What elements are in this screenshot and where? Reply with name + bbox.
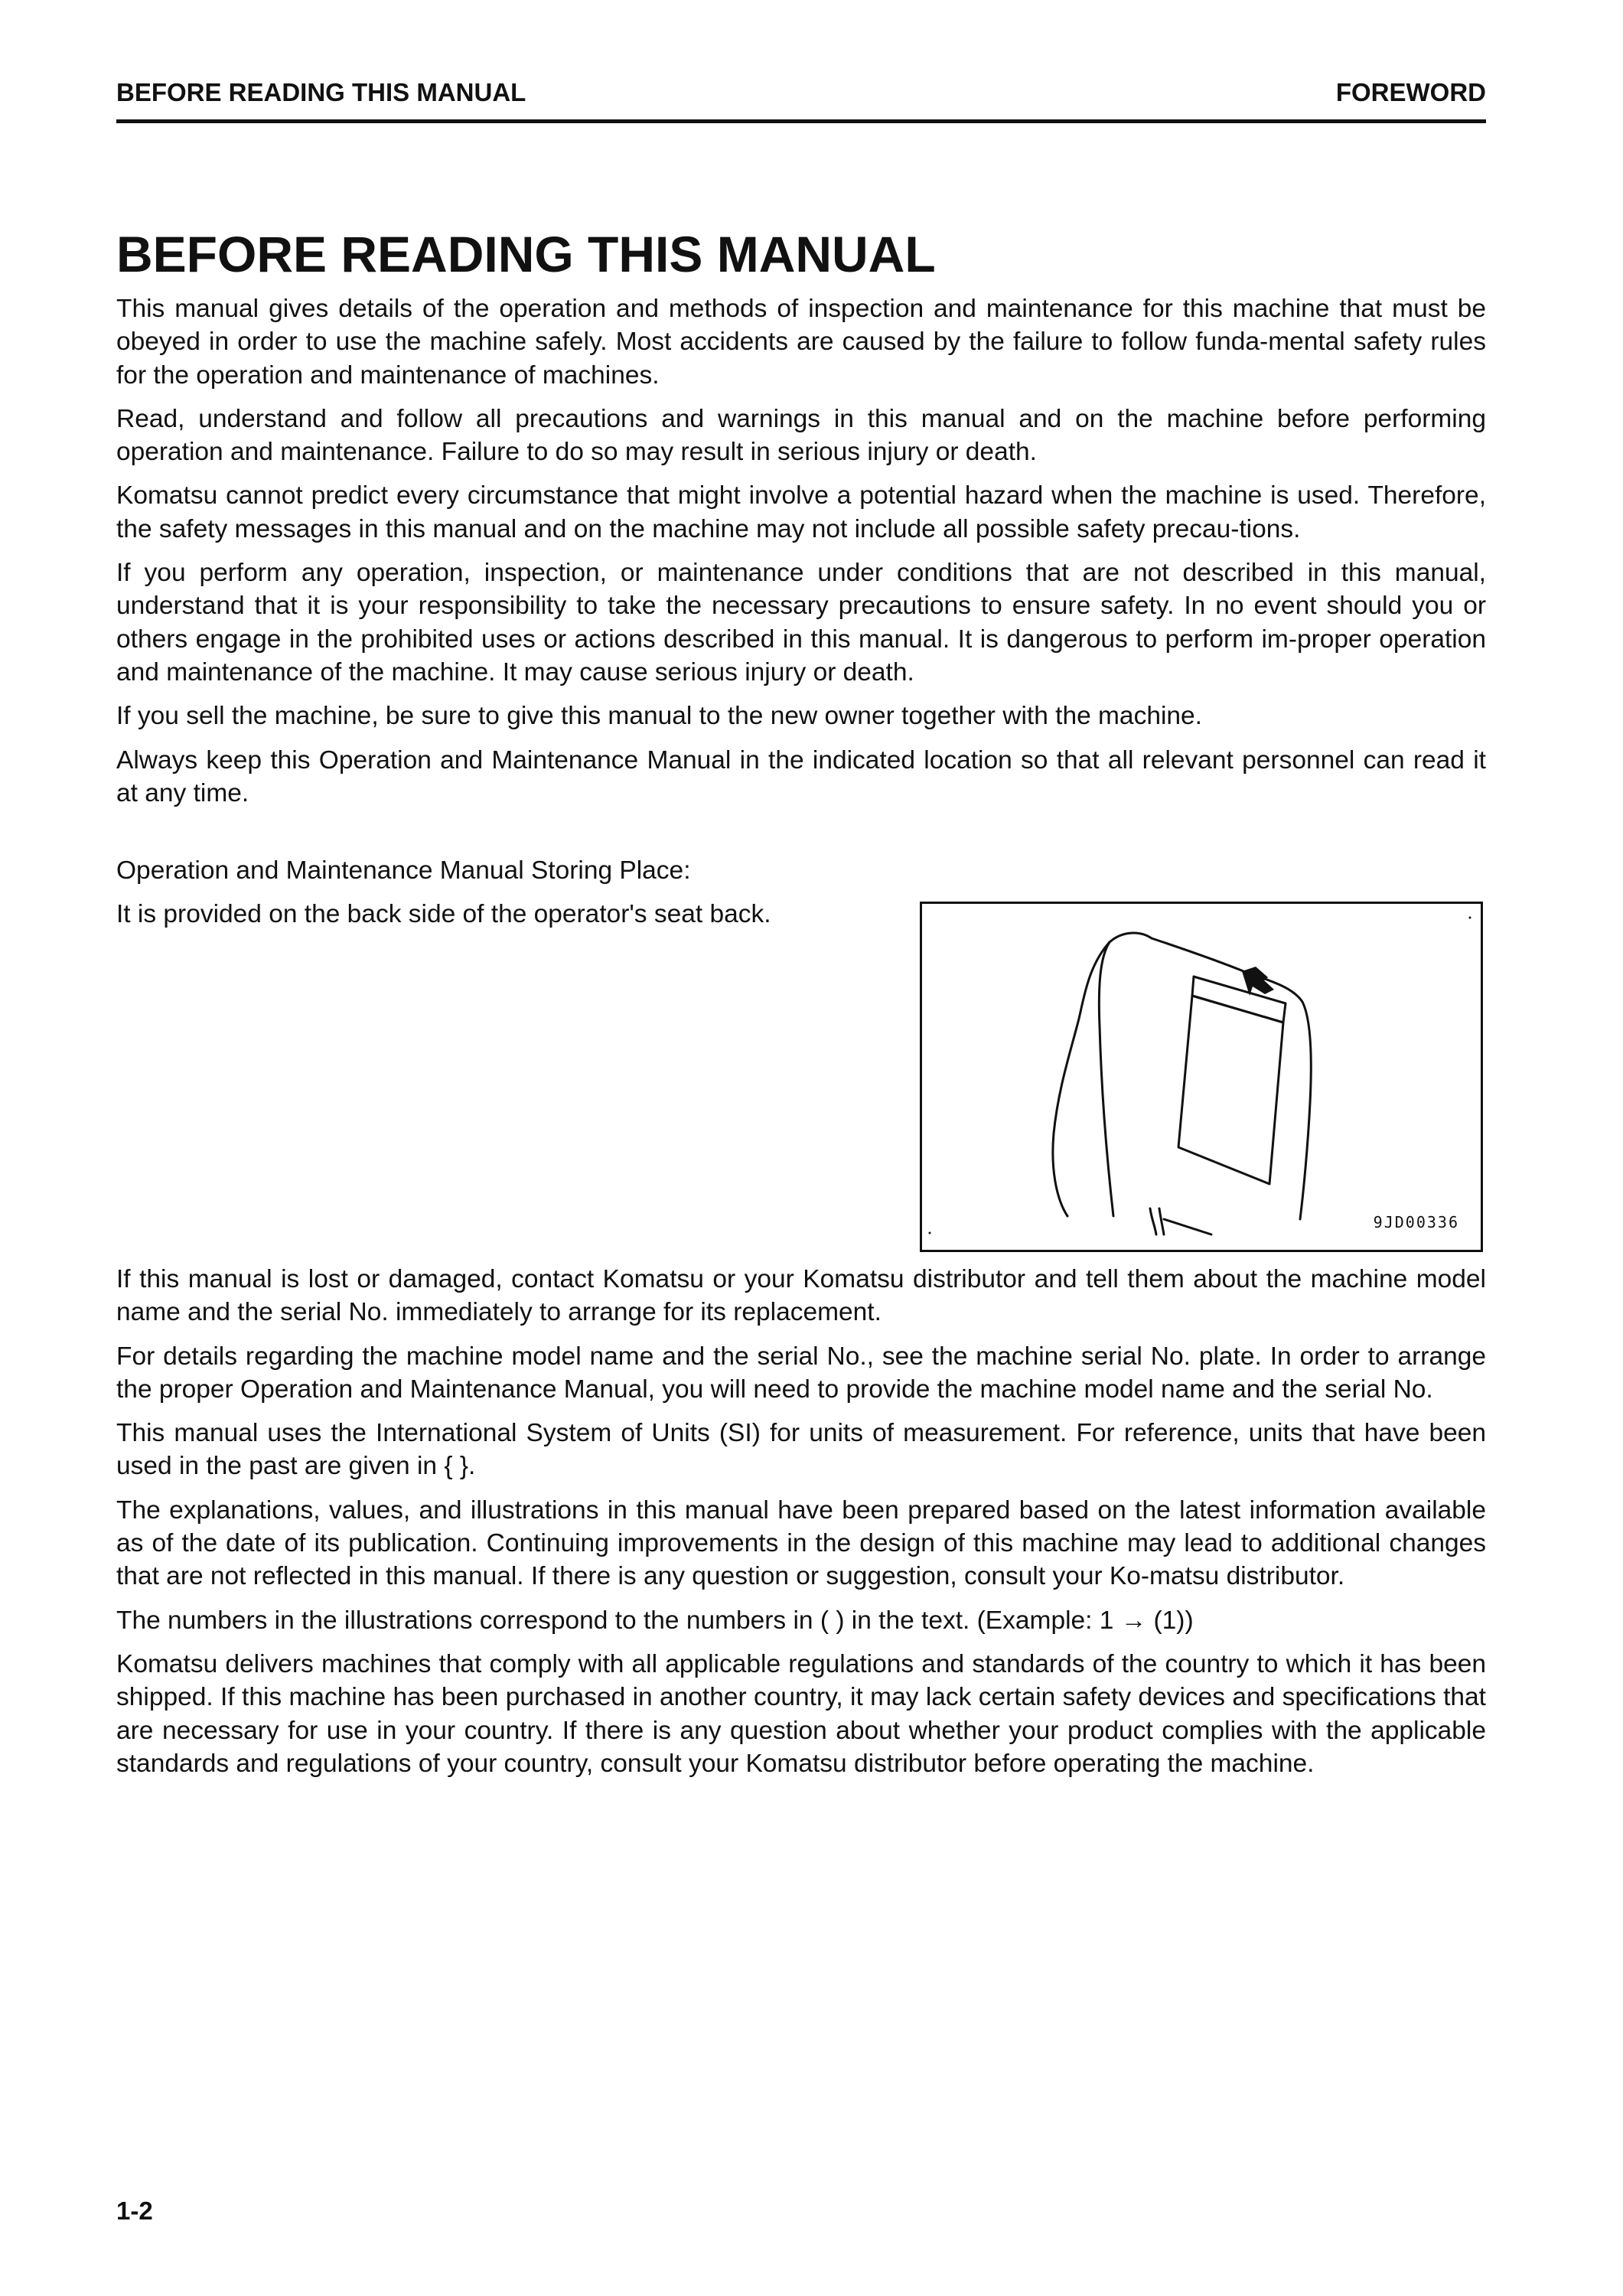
header-chapter-title: FOREWORD (1335, 78, 1486, 106)
page-header (116, 73, 1486, 123)
paragraph: The numbers in the illustrations correspond to the numbers in ( ) in the text. (Example: 1 → (1)) (116, 1606, 1194, 1635)
paragraph: If you sell the machine, be sure to give this manual to the new owner together with the machine. (116, 702, 1202, 731)
paragraph: If you perform any operation, inspection, or maintenance under conditions that are not described in this manual, understand that it is your responsibility to take the necessary precautions to ensure safety. In no event should you or others engage in the prohibited uses or actions described in this manual. It is dangerous to perform im-proper operation and maintenance of the machine. It may cause serious injury or death. (116, 559, 1486, 687)
seat-side-edge (1099, 942, 1113, 1216)
paragraph: Always keep this Operation and Maintenance Manual in the indicated location so that all relevant personnel can read it at any time. (116, 745, 1486, 807)
paragraph: Komatsu cannot predict every circumstance that might involve a potential hazard when the machine is used. Therefore, the safety messages in this manual and on the machine may not include all possible safety precau-tions. (116, 481, 1486, 543)
seat-back-drawing (922, 904, 1481, 1250)
figure-code: 9JD00336 (1373, 1213, 1459, 1231)
paragraph: For details regarding the machine model name and the serial No., see the machine serial No. plate. In order to arrange the proper Operation and Maintenance Manual, you will need to provide the machine model name and the serial No. (116, 1342, 1486, 1404)
storing-place-label: Operation and Maintenance Manual Storing Place: (116, 856, 691, 885)
paragraph: If this manual is lost or damaged, contact Komatsu or your Komatsu distributor and tell them about the machine model name and the serial No. immediately to arrange for its replacement. (116, 1265, 1486, 1327)
paragraph: Read, understand and follow all precautions and warnings in this manual and on the machine before performing operation and maintenance. Failure to do so may result in serious injury or death. (116, 404, 1486, 467)
manual-pocket (1178, 996, 1283, 1184)
paragraph: This manual uses the International System of Units (SI) for units of measurement. For reference, units that have been used in the past are given in { }. (116, 1419, 1486, 1481)
paragraph: This manual gives details of the operation and methods of inspection and maintenance for this machine that must be obeyed in order to use the machine safely. Most accidents are caused by the failure to follow funda-mental safety rules for the operation and maintenance of machines. (116, 295, 1486, 390)
intro-paragraphs (116, 292, 1486, 820)
paragraph: The explanations, values, and illustrations in this manual have been prepared based on the latest information available as of the date of its publication. Continuing improvements in the design of this machine may lead to additional changes that are not reflected in this manual. If there is any question or suggestion, consult your Ko-matsu distributor. (116, 1495, 1486, 1591)
page-title: BEFORE READING THIS MANUAL (116, 226, 936, 282)
paragraph: Komatsu delivers machines that comply with all applicable regulations and standards of the country to which it has been shipped. If this machine has been purchased in another country, it may lack certain safety devices and specifications that are necessary for use in your country. If there is any question about whether your product complies with the applicable standards and regulations of your country, consult your Komatsu distributor before operating the machine. (116, 1649, 1486, 1778)
additional-paragraphs (116, 1263, 1486, 1791)
storing-place-text: It is provided on the back side of the operator's seat back. (116, 900, 771, 928)
page-number: 1-2 (116, 2197, 153, 2225)
header-section-title: BEFORE READING THIS MANUAL (116, 78, 526, 106)
seat-back-illustration (920, 902, 1483, 1252)
seat-outline (1053, 933, 1311, 1219)
